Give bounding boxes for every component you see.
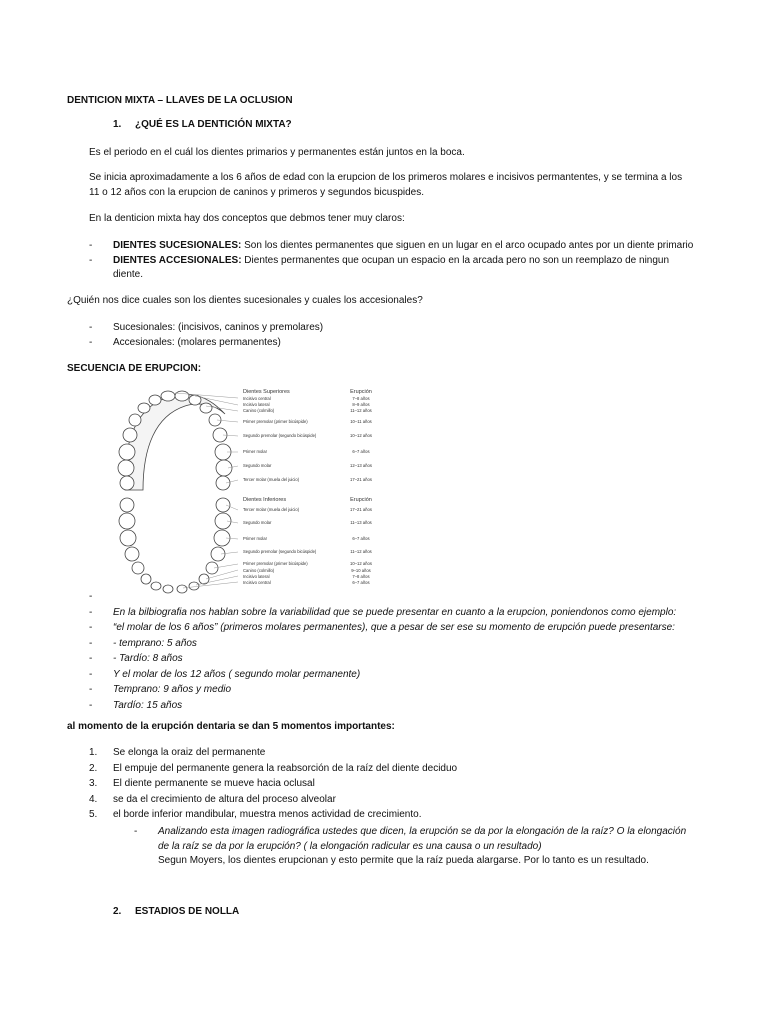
- moments-title: al momento de la erupción dentaria se dan 5 momentos importantes:: [67, 721, 395, 732]
- italic-list-dash: -: [89, 637, 93, 649]
- answer-text: Segun Moyers, los dientes erupcionan y esto permite que la raíz pueda alargarse. Por lo tanto es un resultado.: [158, 855, 649, 866]
- list-dash: -: [89, 322, 93, 333]
- upper-tooth-name: Primer molar: [243, 449, 267, 454]
- lower-tooth-eruption-age: 17–21 años: [350, 507, 372, 512]
- paragraph-2-line-2: 11 o 12 años con la erupcion de caninos y primeros y segundos bicuspides.: [89, 187, 425, 198]
- moment-number: 1.: [89, 747, 98, 758]
- italic-list-item: - Tardío: 8 años: [113, 653, 183, 664]
- upper-tooth-eruption-age: 12–13 años: [350, 463, 372, 468]
- lower-tooth-name: Incisivo central: [243, 580, 271, 585]
- bullet-2-text-cont: diente.: [113, 269, 144, 280]
- italic-list-item: Temprano: 9 años y medio: [113, 684, 232, 695]
- lower-table-header: Dientes Inferiores: [243, 497, 287, 503]
- upper-tooth-eruption-age: 8–9 años: [352, 402, 370, 407]
- document-title: DENTICION MIXTA – LLAVES DE LA OCLUSION: [67, 95, 293, 106]
- upper-tooth-name: Canino (colmillo): [243, 408, 275, 413]
- section-1-title: ¿QUÉ ES LA DENTICIÓN MIXTA?: [135, 119, 292, 130]
- section-2-title: ESTADIOS DE NOLLA: [135, 906, 240, 917]
- bullet-2-term: DIENTES ACCESIONALES:: [113, 255, 242, 266]
- lower-tooth-name: Primer premolar (primer bicúspide): [243, 561, 308, 566]
- lower-eruption-header: Erupción: [350, 497, 372, 503]
- lower-tooth-name: Segundo molar: [243, 520, 272, 525]
- section-1-number: 1.: [113, 119, 122, 130]
- section-2-number: 2.: [113, 906, 122, 917]
- lower-tooth-name: Primer molar: [243, 536, 267, 541]
- moment-number: 5.: [89, 809, 98, 820]
- lower-tooth-eruption-age: 10–12 años: [350, 561, 372, 566]
- list-item: Accesionales: (molares permanentes): [113, 337, 281, 348]
- lower-tooth-name: Incisivo lateral: [243, 574, 270, 579]
- question-1: ¿Quién nos dice cuales son los dientes sucesionales y cuales los accesionales?: [67, 295, 423, 306]
- lower-tooth-name: Segundo premolar (segundo bicúspide): [243, 549, 317, 554]
- upper-arch-illustration: [118, 391, 232, 490]
- italic-list-item: “el molar de los 6 años” (primeros molares permanentes), que a pesar de ser ese su momento de erupción puede presentarse:: [113, 622, 675, 633]
- upper-tooth-name: Primer premolar (primer bicúspide): [243, 419, 308, 424]
- italic-list-item: En la bilbiografia nos hablan sobre la variabilidad que se puede presentar en cuanto a la erupcion, poniendonos como ejemplo:: [113, 606, 677, 618]
- bullet-2-text: Dientes permanentes que ocupan un espacio en la arcada pero no son un reemplazo de ningun: [241, 255, 670, 266]
- lower-tooth-eruption-age: 11–13 años: [350, 520, 372, 525]
- bullet-1-term: DIENTES SUCESIONALES:: [113, 240, 242, 251]
- moment-item: El diente permanente se mueve hacia oclusal: [113, 778, 315, 789]
- upper-tooth-name: Segundo premolar (segundo bicúspide): [243, 433, 317, 438]
- upper-tooth-eruption-age: 10–12 años: [350, 433, 372, 438]
- upper-table-header: Dientes Superiores: [243, 389, 290, 395]
- italic-list-dash: -: [89, 699, 93, 711]
- lower-tooth-eruption-age: 6–7 años: [352, 580, 370, 585]
- bullet-2: [113, 254, 669, 267]
- bullet-1-text: Son los dientes permanentes que siguen en un lugar en el arco ocupado antes por un diente primario: [241, 240, 694, 251]
- bullet-dash: -: [89, 240, 93, 251]
- lower-tooth-name: Tercer molar (muela del juicio): [243, 507, 300, 512]
- italic-list-item: Tardío: 15 años: [113, 699, 183, 711]
- bullet-dash: -: [89, 255, 93, 266]
- moment-number: 2.: [89, 762, 98, 774]
- moment-item: El empuje del permanente genera la reabsorción de la raíz del diente deciduo: [113, 762, 458, 774]
- upper-eruption-header: Erupción: [350, 389, 372, 395]
- upper-tooth-eruption-age: 17–21 años: [350, 477, 372, 482]
- moment-number: 3.: [89, 778, 98, 789]
- moment-item: el borde inferior mandibular, muestra menos actividad de crecimiento.: [113, 809, 422, 820]
- upper-tooth-eruption-age: 11–12 años: [350, 408, 372, 413]
- question-dash: -: [134, 826, 138, 837]
- upper-tooth-eruption-age: 10–11 años: [350, 419, 372, 424]
- sequence-title: SECUENCIA DE ERUPCION:: [67, 363, 202, 374]
- lower-tooth-eruption-age: 9–10 años: [351, 568, 371, 573]
- upper-tooth-eruption-age: 6–7 años: [352, 449, 370, 454]
- question-2-line-1: Analizando esta imagen radiográfica ustedes que dicen, la erupción se da por la elongación de la raíz? O la elongación: [158, 826, 687, 837]
- bullet-1: [113, 239, 693, 252]
- dental-eruption-figure: [113, 384, 383, 600]
- lower-tooth-eruption-age: 6–7 años: [352, 536, 370, 541]
- lower-tooth-eruption-age: 11–12 años: [350, 549, 372, 554]
- paragraph-2-line-1: Se inicia aproximadamente a los 6 años de edad con la erupcion de los primeros molares e incisivos permantentes, y se termina a los: [89, 172, 683, 183]
- italic-list-dash: -: [89, 591, 93, 602]
- italic-list-dash: -: [89, 606, 93, 618]
- upper-tooth-name: Incisivo lateral: [243, 402, 270, 407]
- paragraph-3: En la denticion mixta hay dos conceptos que debmos tener muy claros:: [89, 213, 405, 224]
- italic-list-dash: -: [89, 668, 93, 680]
- upper-tooth-name: Incisivo central: [243, 396, 271, 401]
- paragraph-1: Es el periodo en el cuál los dientes primarios y permanentes están juntos en la boca.: [89, 147, 465, 158]
- question-2-line-2: de la raíz se da por la erupción? ( la elongación radicular es una causa o un resultado): [158, 841, 542, 852]
- italic-list-item: - temprano: 5 años: [113, 637, 197, 649]
- moment-number: 4.: [89, 793, 98, 805]
- italic-list-item: Y el molar de los 12 años ( segundo molar permanente): [113, 668, 361, 680]
- lower-arch-illustration: [119, 498, 231, 593]
- upper-tooth-name: Segundo molar: [243, 463, 272, 468]
- lower-tooth-name: Canino (colmillo): [243, 568, 275, 573]
- list-item: Sucesionales: (incisivos, caninos y premolares): [113, 322, 324, 333]
- moment-item: Se elonga la oraiz del permanente: [113, 747, 266, 758]
- upper-tooth-eruption-age: 7–8 años: [352, 396, 370, 401]
- italic-list-dash: -: [89, 622, 93, 633]
- lower-tooth-eruption-age: 7–8 años: [352, 574, 370, 579]
- list-dash: -: [89, 337, 93, 348]
- italic-list-dash: -: [89, 653, 93, 664]
- moment-item: se da el crecimiento de altura del proceso alveolar: [113, 793, 336, 805]
- italic-list-dash: -: [89, 684, 93, 695]
- upper-tooth-name: Tercer molar (muela del juicio): [243, 477, 300, 482]
